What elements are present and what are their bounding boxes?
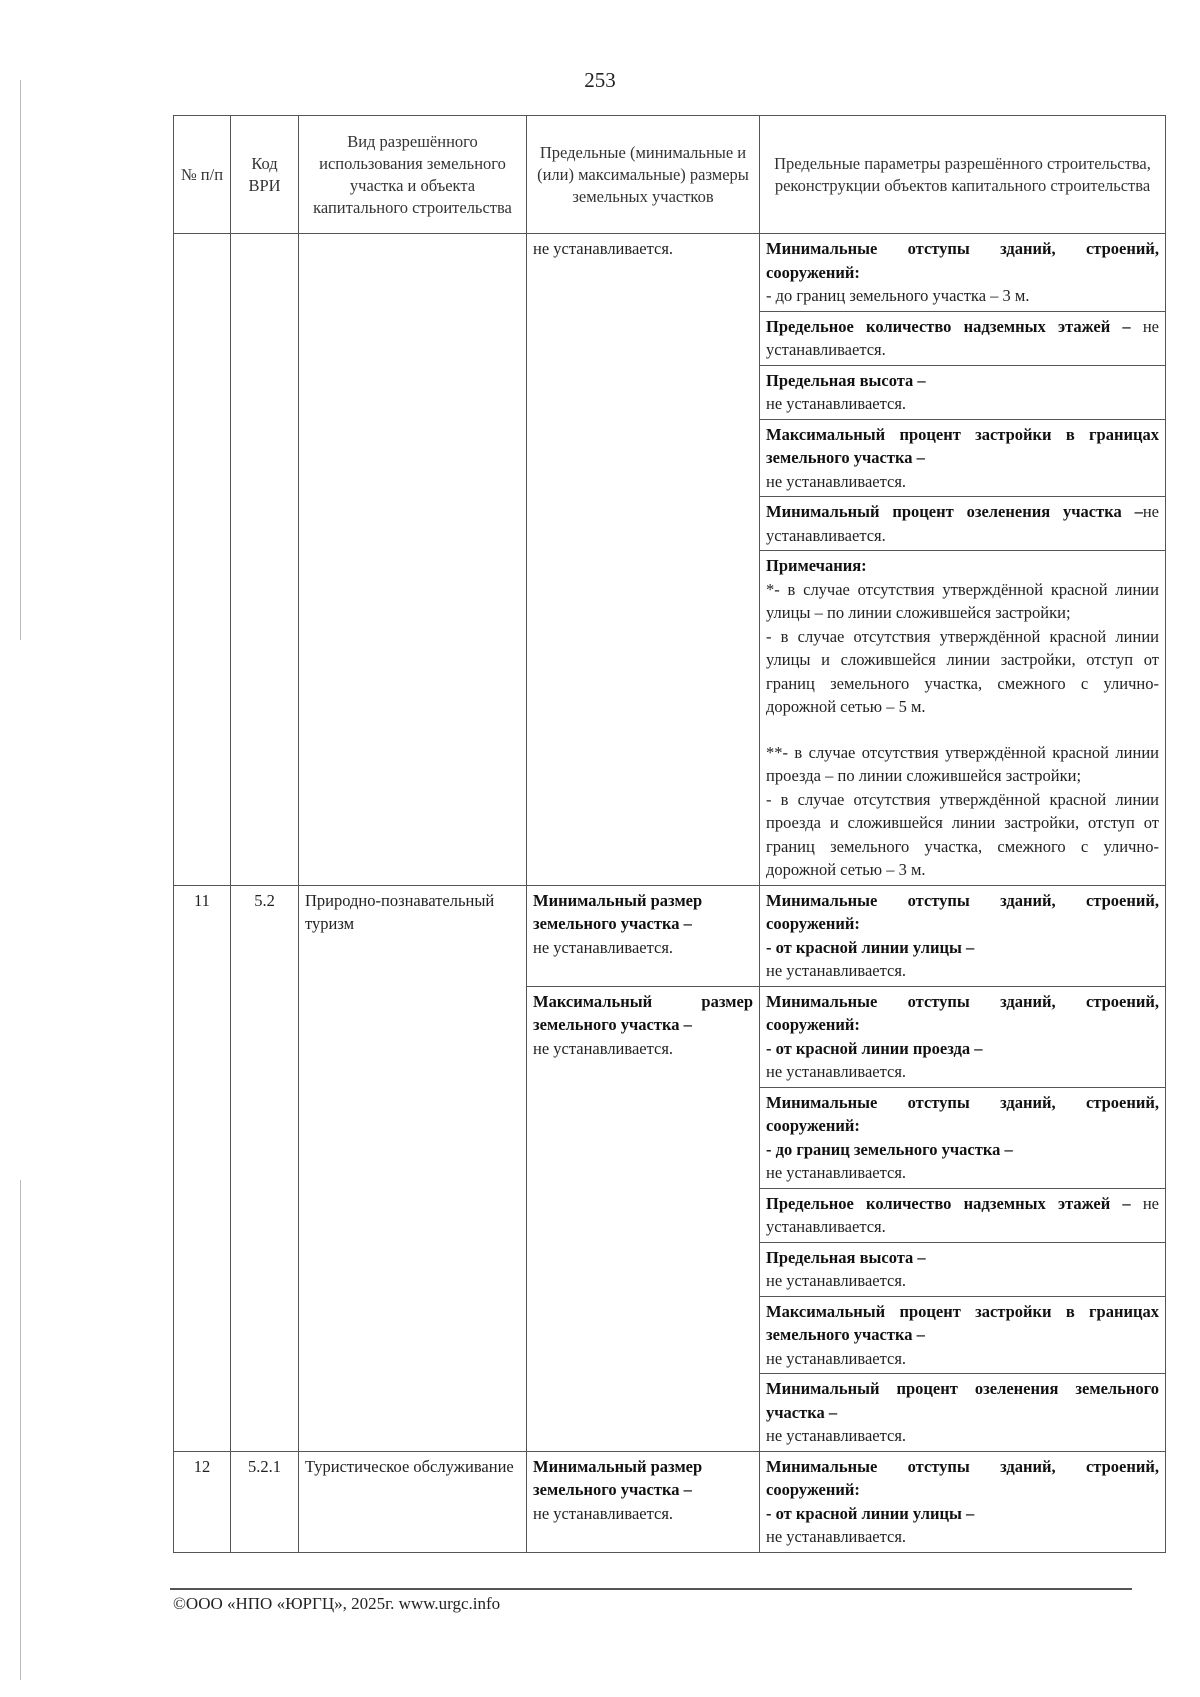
cell-code — [231, 234, 299, 886]
cell-use-kind: Туристическое обслуживание — [299, 1451, 527, 1552]
param-cell: Предельное количество надземных этажей – не устанавливается. — [760, 311, 1166, 365]
param-cell: Предельная высота – не устанавливается. — [760, 365, 1166, 419]
header-use-kind: Вид разрешённого использования земельного участка и объекта капитального строительства — [299, 116, 527, 234]
cell-code: 5.2.1 — [231, 1451, 299, 1552]
cell-plot-size — [527, 234, 760, 886]
note-text: - в случае отсутствия утверждённой красной линии проезда и сложившейся линии застройки, отступ от границ земельного участка, смежного с улично-дорожной сетью – 3 м. — [766, 789, 1159, 879]
cell-code: 5.2 — [231, 885, 299, 1451]
cell-use-kind: Природно-познавательный туризм — [299, 885, 527, 1451]
regulations-table — [173, 115, 1166, 1553]
cell-number: 12 — [174, 1451, 231, 1552]
param-cell: Предельное количество надземных этажей – не устанавливается. — [760, 1188, 1166, 1242]
param-cell: Минимальные отступы зданий, строений, сооружений: - от красной линии улицы – не устанавливается. — [760, 885, 1166, 986]
size-text: не устанавливается. — [533, 239, 674, 258]
note-text: *- в случае отсутствия утверждённой красной линии улицы – по линии сложившейся застройки; — [766, 579, 1159, 622]
cell-plot-max-size: Максимальный размер земельного участка – не устанавливается. — [527, 986, 760, 1451]
param-cell: Минимальные отступы зданий, строений, сооружений: - от красной линии проезда – не устанавливается. — [760, 986, 1166, 1087]
header-code: Код ВРИ — [231, 116, 299, 234]
param-cell: Максимальный процент застройки в границах земельного участка – не устанавливается. — [760, 419, 1166, 497]
table-header-row — [174, 116, 1166, 234]
table-row — [174, 234, 1166, 312]
table-row — [174, 1451, 1166, 1552]
cell-plot-min-size: Минимальный размер земельного участка – не устанавливается. — [527, 1451, 760, 1552]
table-row — [174, 885, 1166, 986]
header-plot-sizes: Предельные (минимальные и (или) максимальные) размеры земельных участков — [527, 116, 760, 234]
param-cell: Максимальный процент застройки в границах земельного участка – не устанавливается. — [760, 1296, 1166, 1374]
notes-cell — [760, 551, 1166, 886]
margin-scan-line — [20, 1180, 21, 1680]
notes-title: Примечания: — [766, 556, 867, 575]
note-text: **- в случае отсутствия утверждённой красной линии проезда – по линии сложившейся застройки; — [766, 742, 1159, 785]
param-cell: Предельная высота – не устанавливается. — [760, 1242, 1166, 1296]
cell-number — [174, 234, 231, 886]
param-cell: Минимальный процент озеленения земельного участка – не устанавливается. — [760, 1374, 1166, 1452]
param-cell: Минимальный процент озеленения участка –не устанавливается. — [760, 497, 1166, 551]
margin-scan-line — [20, 80, 21, 640]
cell-number: 11 — [174, 885, 231, 1451]
note-text: - в случае отсутствия утверждённой красной линии улицы и сложившейся линии застройки, отступ от границ земельного участка, смежного с улично-дорожной сетью – 5 м. — [766, 626, 1159, 716]
param-cell: Минимальные отступы зданий, строений, сооружений: - от красной линии улицы – не устанавливается. — [760, 1451, 1166, 1552]
header-number: № п/п — [174, 116, 231, 234]
param-cell: Минимальные отступы зданий, строений, сооружений: - до границ земельного участка – 3 м. — [760, 234, 1166, 312]
header-parameters: Предельные параметры разрешённого строительства, реконструкции объектов капитального строительства — [760, 116, 1166, 234]
footer-copyright: ©ООО «НПО «ЮРГЦ», 2025г. www.urgc.info — [173, 1594, 501, 1613]
footer-divider — [170, 1588, 1132, 1590]
page-number: 253 — [584, 68, 616, 92]
cell-use-kind — [299, 234, 527, 886]
cell-plot-min-size: Минимальный размер земельного участка – не устанавливается. — [527, 885, 760, 986]
param-cell: Минимальные отступы зданий, строений, сооружений: - до границ земельного участка – не устанавливается. — [760, 1087, 1166, 1188]
